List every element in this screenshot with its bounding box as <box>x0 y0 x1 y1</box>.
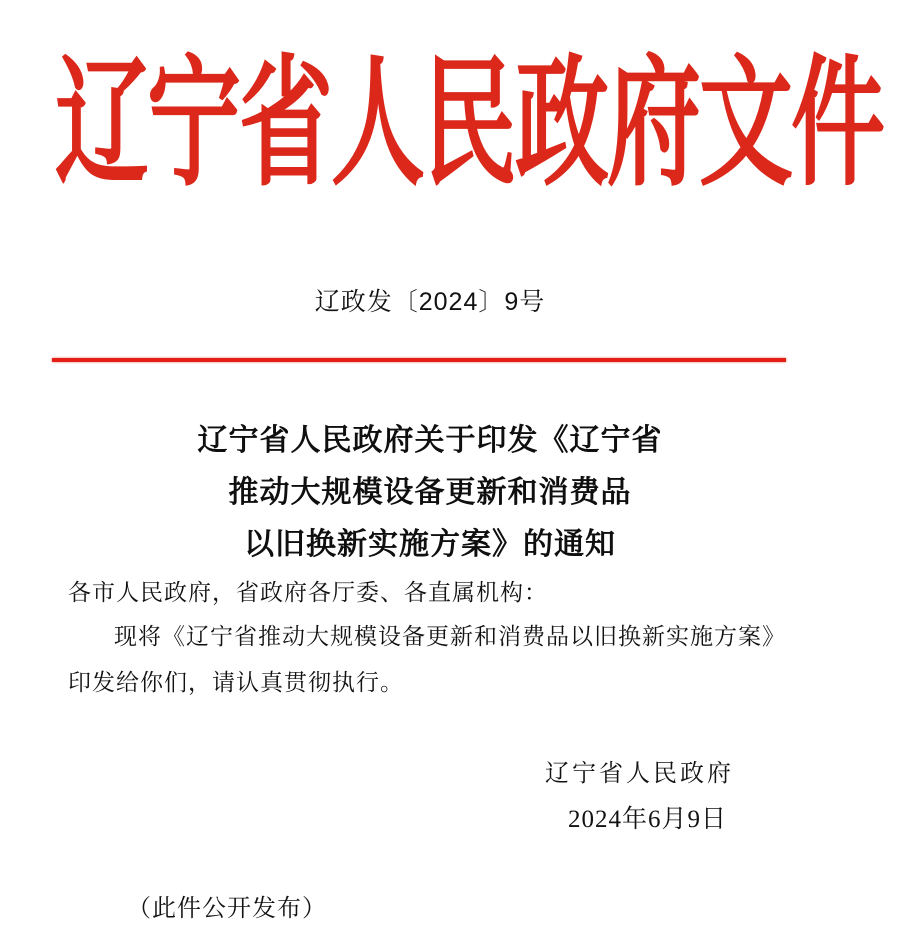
document-title <box>60 415 800 571</box>
issuer-signature: 辽宁省人民政府 <box>545 761 734 787</box>
title-line-2: 推动大规模设备更新和消费品 <box>228 476 632 509</box>
title-line-3: 以旧换新实施方案》的通知 <box>244 528 616 561</box>
public-release-note: （此件公开发布） <box>127 896 327 922</box>
title-line-1: 辽宁省人民政府关于印发《辽宁省 <box>197 424 663 457</box>
body-paragraph-line-1: 现将《辽宁省推动大规模设备更新和消费品以旧换新实施方案》 <box>114 624 786 649</box>
masthead-banner: 辽宁省人民政府文件 <box>55 47 884 204</box>
doc-reference-number: 辽政发〔2024〕9号 <box>314 288 546 316</box>
salutation-line: 各市人民政府，省政府各厅委、各直属机构： <box>68 580 548 605</box>
body-paragraph-line-2: 印发给你们，请认真贯彻执行。 <box>68 670 404 695</box>
issue-date: 2024年6月9日 <box>568 806 728 833</box>
red-divider-rule <box>52 358 786 362</box>
